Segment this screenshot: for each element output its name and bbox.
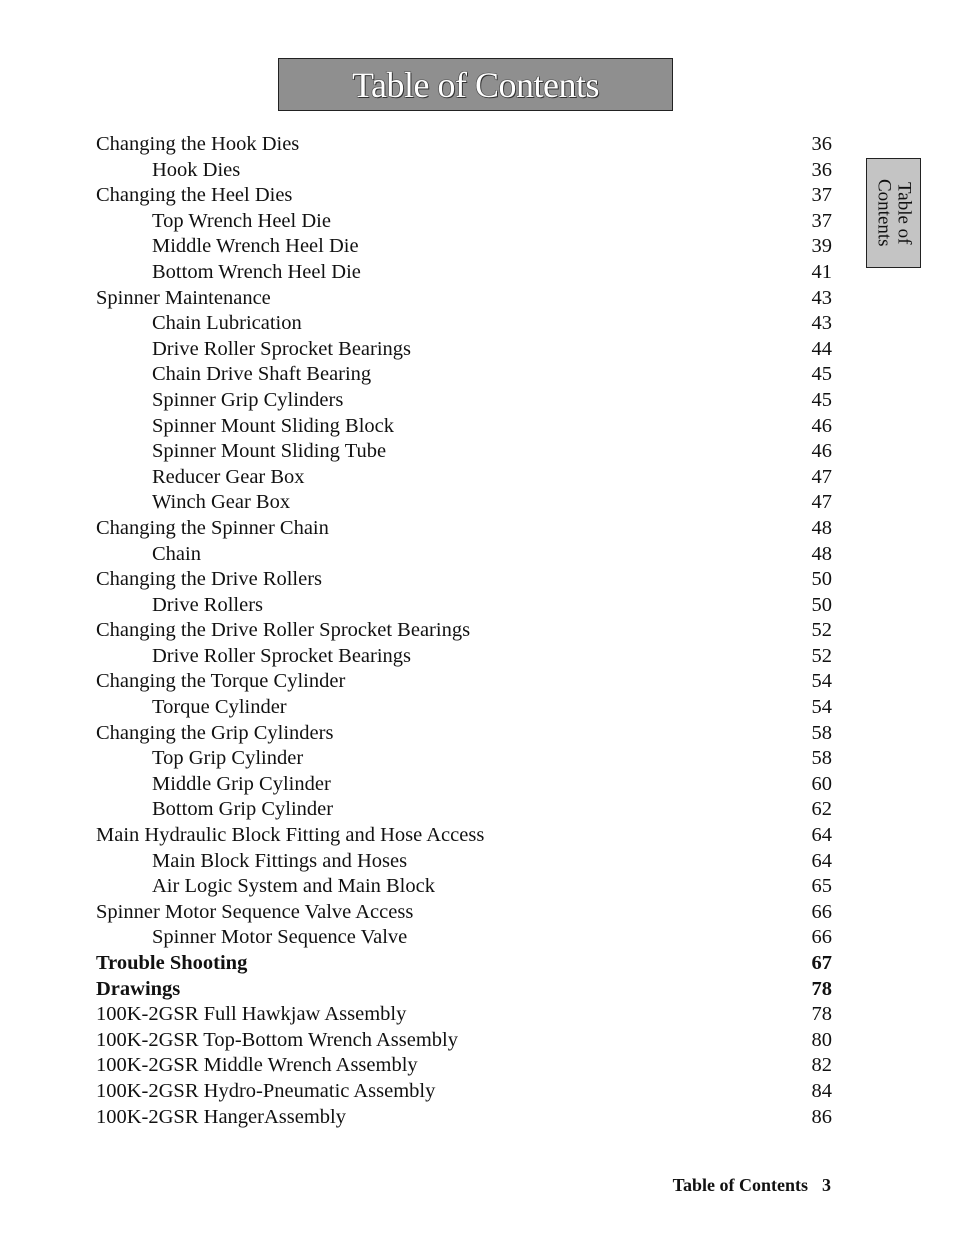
toc-entry-label: Winch Gear Box [152,491,291,514]
toc-entry-label: Middle Wrench Heel Die [152,235,359,258]
toc-entry[interactable] [96,797,832,823]
toc-entry-page-number: 62 [811,798,832,821]
toc-entry-page-number: 36 [811,133,832,155]
toc-entry-label: Reducer Gear Box [152,465,305,488]
toc-entry[interactable] [96,823,832,849]
toc-entry[interactable] [96,1053,832,1079]
toc-entry-page-number: 84 [811,1079,832,1102]
toc-entry-label: Middle Grip Cylinder [152,772,331,795]
toc-entry-page-number: 48 [811,516,832,539]
toc-entry-page-number: 47 [811,465,832,488]
toc-entry-label: 100K-2GSR Hydro-Pneumatic Assembly [96,1079,436,1102]
toc-entry-page-number: 43 [811,312,832,335]
toc-entry-page-number: 48 [811,542,832,565]
toc-entry[interactable] [96,516,832,542]
toc-entry[interactable] [96,1105,832,1131]
toc-entry[interactable] [96,209,832,235]
toc-entry-page-number: 44 [811,337,832,360]
toc-entry-page-number: 39 [811,235,832,258]
toc-entry[interactable] [96,260,832,286]
toc-entry[interactable] [96,669,832,695]
toc-entry-label: Changing the Grip Cylinders [96,721,334,744]
toc-entry[interactable] [96,618,832,644]
toc-entry-page-number: 65 [811,875,832,898]
toc-entry-page-number: 64 [811,849,832,872]
toc-entry[interactable] [96,695,832,721]
toc-entry[interactable] [96,465,832,491]
toc-entry-page-number: 50 [811,568,832,591]
toc-entry[interactable] [96,1079,832,1105]
toc-entry-page-number: 50 [811,593,832,616]
toc-entry-page-number: 54 [811,696,832,719]
toc-entry-label: Changing the Drive Rollers [96,568,323,591]
toc-entry-label: Spinner Mount Sliding Block [152,414,395,437]
toc-entry[interactable] [96,849,832,875]
toc-entry[interactable] [96,925,832,951]
toc-entry-page-number: 46 [811,440,832,463]
toc-entry[interactable] [96,158,832,184]
toc-entry-page-number: 66 [811,926,832,949]
toc-entry-page-number: 47 [811,491,832,514]
toc-entry[interactable] [96,132,832,158]
toc-entry-label: Trouble Shooting [96,952,248,974]
toc-entry[interactable] [96,772,832,798]
toc-entry-label: Changing the Torque Cylinder [96,670,346,693]
toc-entry-page-number: 41 [811,260,832,283]
toc-entry-page-number: 80 [811,1028,832,1051]
toc-entry-label: 100K-2GSR Middle Wrench Assembly [96,1054,418,1077]
toc-entry-label: Top Grip Cylinder [152,747,304,770]
toc-entry-page-number: 82 [811,1054,832,1077]
toc-entry-label: 100K-2GSR Top-Bottom Wrench Assembly [96,1028,458,1051]
toc-entry-page-number: 37 [811,209,832,232]
toc-entry-label: Main Hydraulic Block Fitting and Hose Access [96,824,485,847]
toc-entry[interactable] [96,593,832,619]
toc-entry-label: Bottom Grip Cylinder [152,798,334,821]
toc-entry-page-number: 58 [811,747,832,770]
toc-entry[interactable] [96,721,832,747]
toc-entry-label: Chain Lubrication [152,312,302,335]
toc-entry-page-number: 45 [811,388,832,411]
page-title-banner [278,58,673,111]
toc-entry-page-number: 78 [811,1003,832,1026]
toc-entry[interactable] [96,234,832,260]
toc-entry-page-number: 46 [811,414,832,437]
toc-entry-page-number: 58 [811,721,832,744]
toc-entry-label: Main Block Fittings and Hoses [152,849,408,872]
toc-entry-label: Spinner Maintenance [96,286,271,309]
footer-page-number: 3 [822,1175,831,1195]
toc-entry-label: Bottom Wrench Heel Die [152,260,361,283]
toc-entry-page-number: 66 [811,900,832,923]
section-side-tab [866,158,921,268]
toc-entry[interactable] [96,874,832,900]
toc-entry-label: Changing the Hook Dies [96,133,300,155]
toc-entry-label: Drive Roller Sprocket Bearings [152,337,412,360]
page-title: Table of Contents [352,64,599,105]
toc-entry-label: Drive Rollers [152,593,264,616]
toc-entry[interactable] [96,362,832,388]
toc-entry[interactable] [96,951,832,977]
toc-entry-page-number: 54 [811,670,832,693]
toc-entry[interactable] [96,746,832,772]
toc-entry-label: Drive Roller Sprocket Bearings [152,644,412,667]
toc-entry-label: Changing the Heel Dies [96,184,293,207]
toc-entry-page-number: 36 [811,158,832,181]
toc-entry[interactable] [96,977,832,1003]
toc-entry[interactable] [96,439,832,465]
toc-entry-page-number: 37 [811,184,832,207]
toc-entry-label: Hook Dies [152,158,241,181]
toc-entry-page-number: 67 [811,952,832,974]
toc-entry-page-number: 52 [811,619,832,642]
toc-entry-label: Spinner Mount Sliding Tube [152,440,387,463]
toc-entry-page-number: 64 [811,824,832,847]
toc-entry-page-number: 43 [811,286,832,309]
toc-entry-page-number: 52 [811,644,832,667]
toc-entry[interactable] [96,311,832,337]
toc-entry-label: Spinner Motor Sequence Valve [152,926,408,949]
toc-entry-label: Chain Drive Shaft Bearing [152,363,372,386]
table-of-contents-list [96,132,832,1130]
toc-entry-label: Drawings [96,977,181,1000]
toc-entry[interactable] [96,490,832,516]
toc-entry-label: Spinner Grip Cylinders [152,388,344,411]
toc-entry-label: Top Wrench Heel Die [152,209,331,232]
toc-entry-label: Chain [152,542,201,565]
toc-entry-label: Air Logic System and Main Block [152,875,435,898]
toc-entry-label: Changing the Drive Roller Sprocket Bearings [96,619,471,642]
toc-entry-label: 100K-2GSR HangerAssembly [96,1105,346,1128]
toc-entry-page-number: 78 [811,977,832,1000]
toc-entry-page-number: 60 [811,772,832,795]
toc-entry[interactable] [96,183,832,209]
toc-entry[interactable] [96,900,832,926]
toc-entry-label: Spinner Motor Sequence Valve Access [96,900,414,923]
page-footer [673,1175,831,1196]
toc-entry-label: 100K-2GSR Full Hawkjaw Assembly [96,1003,407,1026]
toc-entry[interactable] [96,337,832,363]
toc-entry[interactable] [96,567,832,593]
toc-entry[interactable] [96,1002,832,1028]
toc-entry[interactable] [96,542,832,568]
toc-entry-page-number: 45 [811,363,832,386]
toc-entry[interactable] [96,286,832,312]
toc-entry[interactable] [96,388,832,414]
toc-entry[interactable] [96,1028,832,1054]
side-tab-label: Table of Contents [873,179,915,247]
toc-entry[interactable] [96,414,832,440]
toc-entry-label: Changing the Spinner Chain [96,516,329,539]
footer-section-title: Table of Contents [672,1175,808,1195]
toc-entry-page-number: 86 [811,1105,832,1128]
toc-entry-label: Torque Cylinder [152,696,287,719]
toc-entry[interactable] [96,644,832,670]
